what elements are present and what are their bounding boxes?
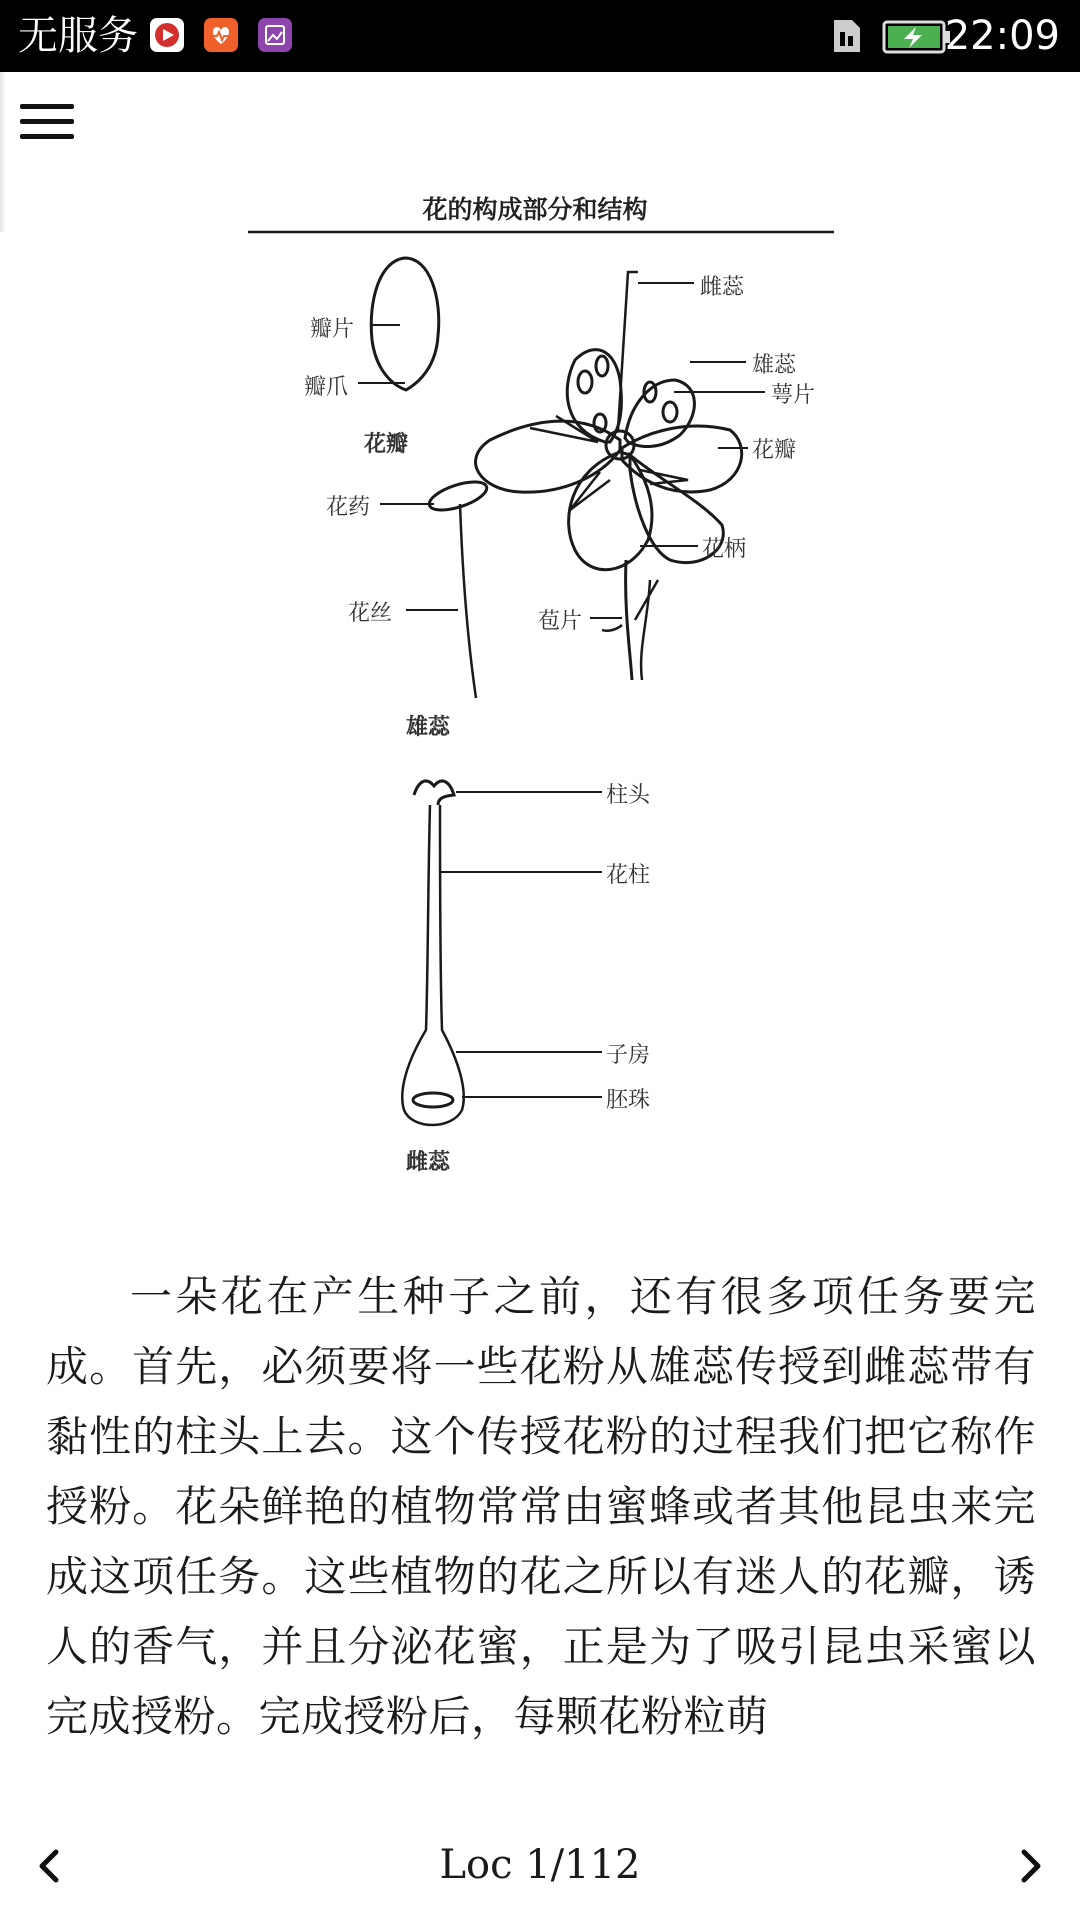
flower-structure-figure	[230, 180, 860, 1190]
sim-card-icon	[826, 16, 866, 60]
label-blade: 瓣片	[310, 317, 355, 342]
label-sepal: 萼片	[771, 383, 816, 408]
label-stigma: 柱头	[606, 783, 651, 808]
menu-button[interactable]	[14, 98, 78, 148]
drawer-edge	[0, 72, 6, 232]
figure-title: 花的构成部分和结构	[422, 195, 648, 224]
label-claw: 瓣爪	[304, 375, 349, 400]
clock-time: 22:09	[944, 13, 1060, 59]
book-paragraph: 一朵花在产生种子之前，还有很多项任务要完成。首先，必须要将一些花粉从雄蕊传授到雌蕊带有黏性的柱头上去。这个传授花粉的过程我们把它称作授粉。花朵鲜艳的植物常常由蜜蜂或者其他昆虫来完成这项任务。这些植物的花之所以有迷人的花瓣，诱人的香气，并且分泌花蜜，正是为了吸引昆虫采蜜以完成授粉。完成授粉后，每颗花粉粒萌	[46, 1272, 1036, 1741]
page-navigation	[0, 1820, 1080, 1910]
label-bract: 苞片	[538, 609, 583, 634]
previous-page-button[interactable]	[22, 1838, 78, 1894]
label-flower-petal: 花瓣	[752, 438, 797, 463]
carrier-text: 无服务	[18, 13, 138, 59]
label-flower-stamen: 雄蕊	[752, 353, 797, 378]
label-ovule: 胚珠	[606, 1088, 651, 1113]
next-page-button[interactable]	[1002, 1838, 1058, 1894]
status-bar	[0, 0, 1080, 72]
label-ovary: 子房	[606, 1043, 651, 1068]
label-pedicel: 花柄	[702, 537, 747, 562]
video-app-icon	[150, 18, 184, 52]
location-indicator: Loc 1/112	[439, 1842, 641, 1888]
battery-charging-icon	[882, 20, 952, 58]
label-filament: 花丝	[348, 601, 393, 626]
label-anther: 花药	[326, 495, 371, 520]
chevron-left-icon	[22, 1838, 78, 1894]
label-style: 花柱	[606, 863, 651, 888]
chevron-right-icon	[1002, 1838, 1058, 1894]
caption-petal: 花瓣	[364, 432, 409, 457]
caption-pistil: 雌蕊	[406, 1150, 451, 1175]
gallery-app-icon	[258, 18, 292, 52]
health-app-icon	[204, 18, 238, 52]
label-flower-pistil: 雌蕊	[700, 275, 745, 300]
caption-stamen: 雄蕊	[406, 715, 451, 740]
